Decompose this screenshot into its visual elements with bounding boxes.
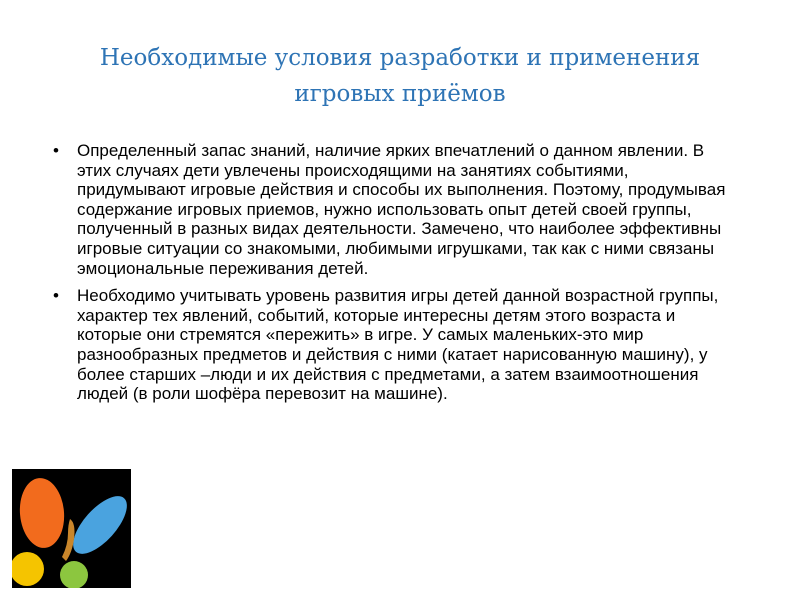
slide-title-line-1: Необходимые условия разработки и применения xyxy=(99,45,701,71)
bullet-item-1 xyxy=(50,141,740,278)
logo-green-wing xyxy=(60,561,88,588)
logo-yellow-wing xyxy=(12,552,44,586)
slide-title-line-2: игровых приёмов xyxy=(294,81,506,107)
bullet-marker: • xyxy=(53,141,59,160)
butterfly-logo-svg xyxy=(12,469,131,588)
bullet-text-2: Необходимо учитывать уровень развития игры детей данной возрастной группы, характер тех явлений, событий, которые интересны детям этого возраста и которые они стремятся «пережить» в игре. У самых маленьких-это мир разнообразных предметов и действия с ними (катает нарисованную машину), у более старших –люди и их действия с предметами, а затем взаимоотношения людей (в роли шофёра перевозит на машине). xyxy=(77,286,719,404)
logo-blue-wing xyxy=(64,488,131,563)
logo-orange-wing xyxy=(17,476,67,550)
logo-body xyxy=(62,519,75,561)
butterfly-logo-icon xyxy=(12,469,131,588)
bullet-item-2 xyxy=(50,286,740,404)
slide-title xyxy=(60,40,740,112)
bullet-marker: • xyxy=(53,286,59,306)
bullet-list xyxy=(50,141,740,412)
bullet-text-1: Определенный запас знаний, наличие ярких впечатлений о данном явлении. В этих случаях дети увлечены происходящими на занятиях событиями, придумывают игровые действия и способы их выполнения. Поэтому, продумывая содержание игровых приемов, нужно использовать опыт детей своей группы, полученный в разных видах деятельности. Замечено, что наиболее эффективны игровые ситуации со знакомыми, любимыми игрушками, так как с ними связаны эмоциональные переживания детей. xyxy=(77,141,726,278)
